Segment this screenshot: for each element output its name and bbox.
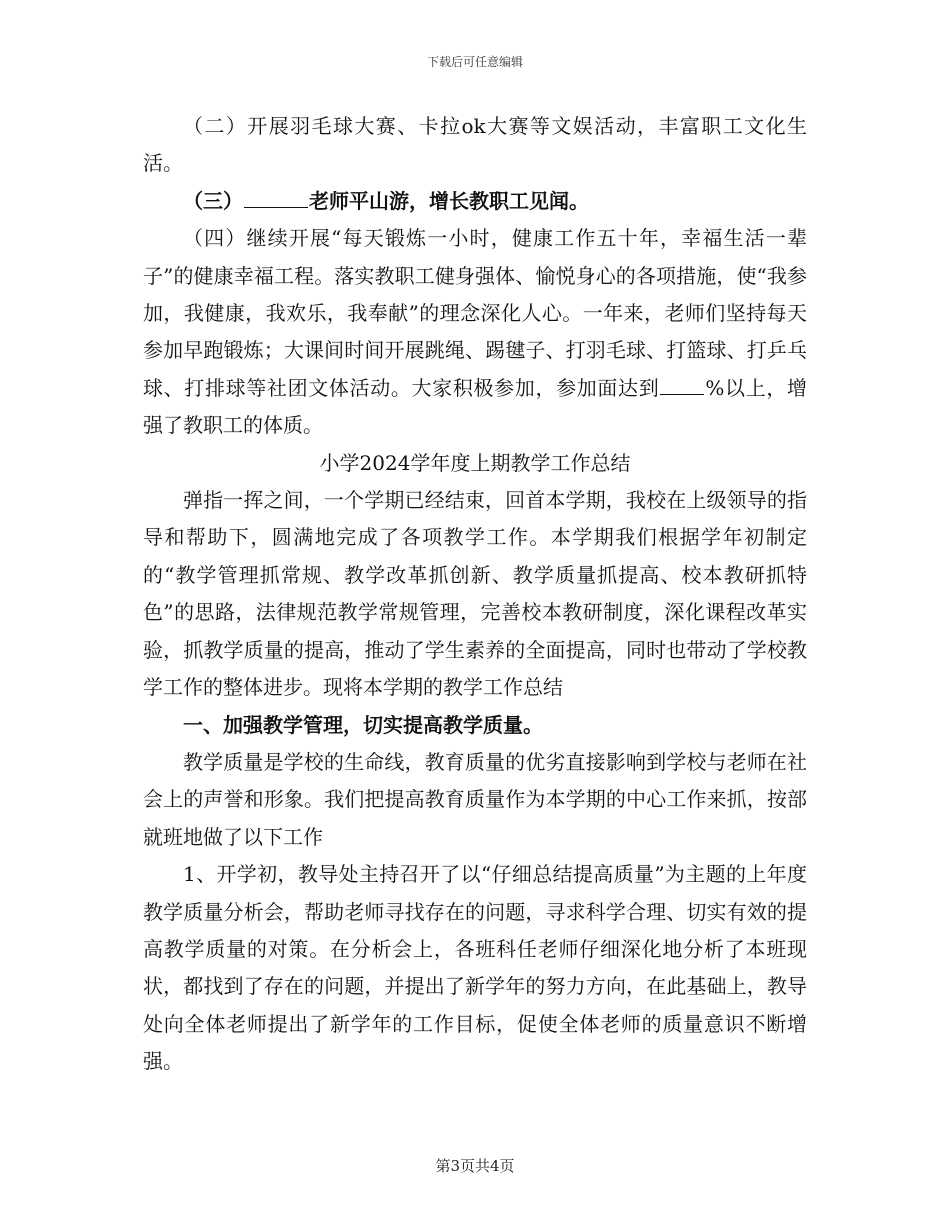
paragraph-activities: （二）开展羽毛球大赛、卡拉ok大赛等文娱活动，丰富职工文化生活。 — [143, 114, 807, 176]
paragraph-quality: 教学质量是学校的生命线，教育质量的优劣直接影响到学校与老师在社会上的声誉和形象。我们把提高教育质量作为本学期的中心工作来抓，按部就班地做了以下工作 — [143, 749, 807, 849]
heading-teaching-management: 一、加强教学管理，切实提高教学质量。 — [183, 712, 543, 737]
paragraph-analysis-meeting: 1、开学初，教导处主持召开了以“仔细总结提高质量”为主题的上年度教学质量分析会，帮助老师寻找存在的问题，寻求科学合理、切实有效的提高教学质量的对策。在分析会上，各班科任老师仔细深化地分析了本班现状，都找到了存在的问题，并提出了新学年的努力方向，在此基础上，教导处向全体老师提出了新学年的工作目标，促使全体老师的质量意识不断增强。 — [143, 862, 807, 1074]
fitness-text: （四）继续开展“每天锻炼一小时，健康工作五十年，幸福生活一辈子”的健康幸福工程。落实教职工健身强体、愉悦身心的各项措施，使“我参加，我健康，我欢乐，我奉献”的理念深化人心。一年来，老师们坚持每天参加早跑锻炼；大课间时间开展跳绳、踢毽子、打羽毛球、打篮球、打乒乓球、打排球等社团文体活动。大家积极参加，参加面达到 — [143, 226, 807, 400]
fitness-end: %以上，增强了教职工的体质。 — [143, 375, 807, 438]
blank-underline — [244, 187, 308, 208]
trip-text: 老师平山游，增长教职工见闻。 — [309, 188, 589, 213]
document-body — [143, 108, 807, 1081]
paragraph-fitness — [143, 220, 807, 444]
trip-prefix: （三） — [183, 188, 243, 213]
page-header: 下载后可任意编辑 — [426, 55, 523, 69]
blank-underline — [660, 374, 704, 395]
paragraph-intro: 弹指一挥之间，一个学期已经结束，回首本学期，我校在上级领导的指导和帮助下，圆满地完成了各项教学工作。本学期我们根据学年初制定的“教学管理抓常规、教学改革抓创新、教学质量抓提高、校本教研抓特色”的思路，法律规范教学常规管理，完善校本教研制度，深化课程改革实验，抓教学质量的提高，推动了学生素养的全面提高，同时也带动了学校教学工作的整体进步。现将本学期的教学工作总结 — [143, 488, 807, 700]
paragraph-trip — [143, 183, 807, 220]
page-footer: 第3页共4页 — [435, 1157, 515, 1175]
section-title: 小学2024学年度上期教学工作总结 — [319, 450, 631, 475]
